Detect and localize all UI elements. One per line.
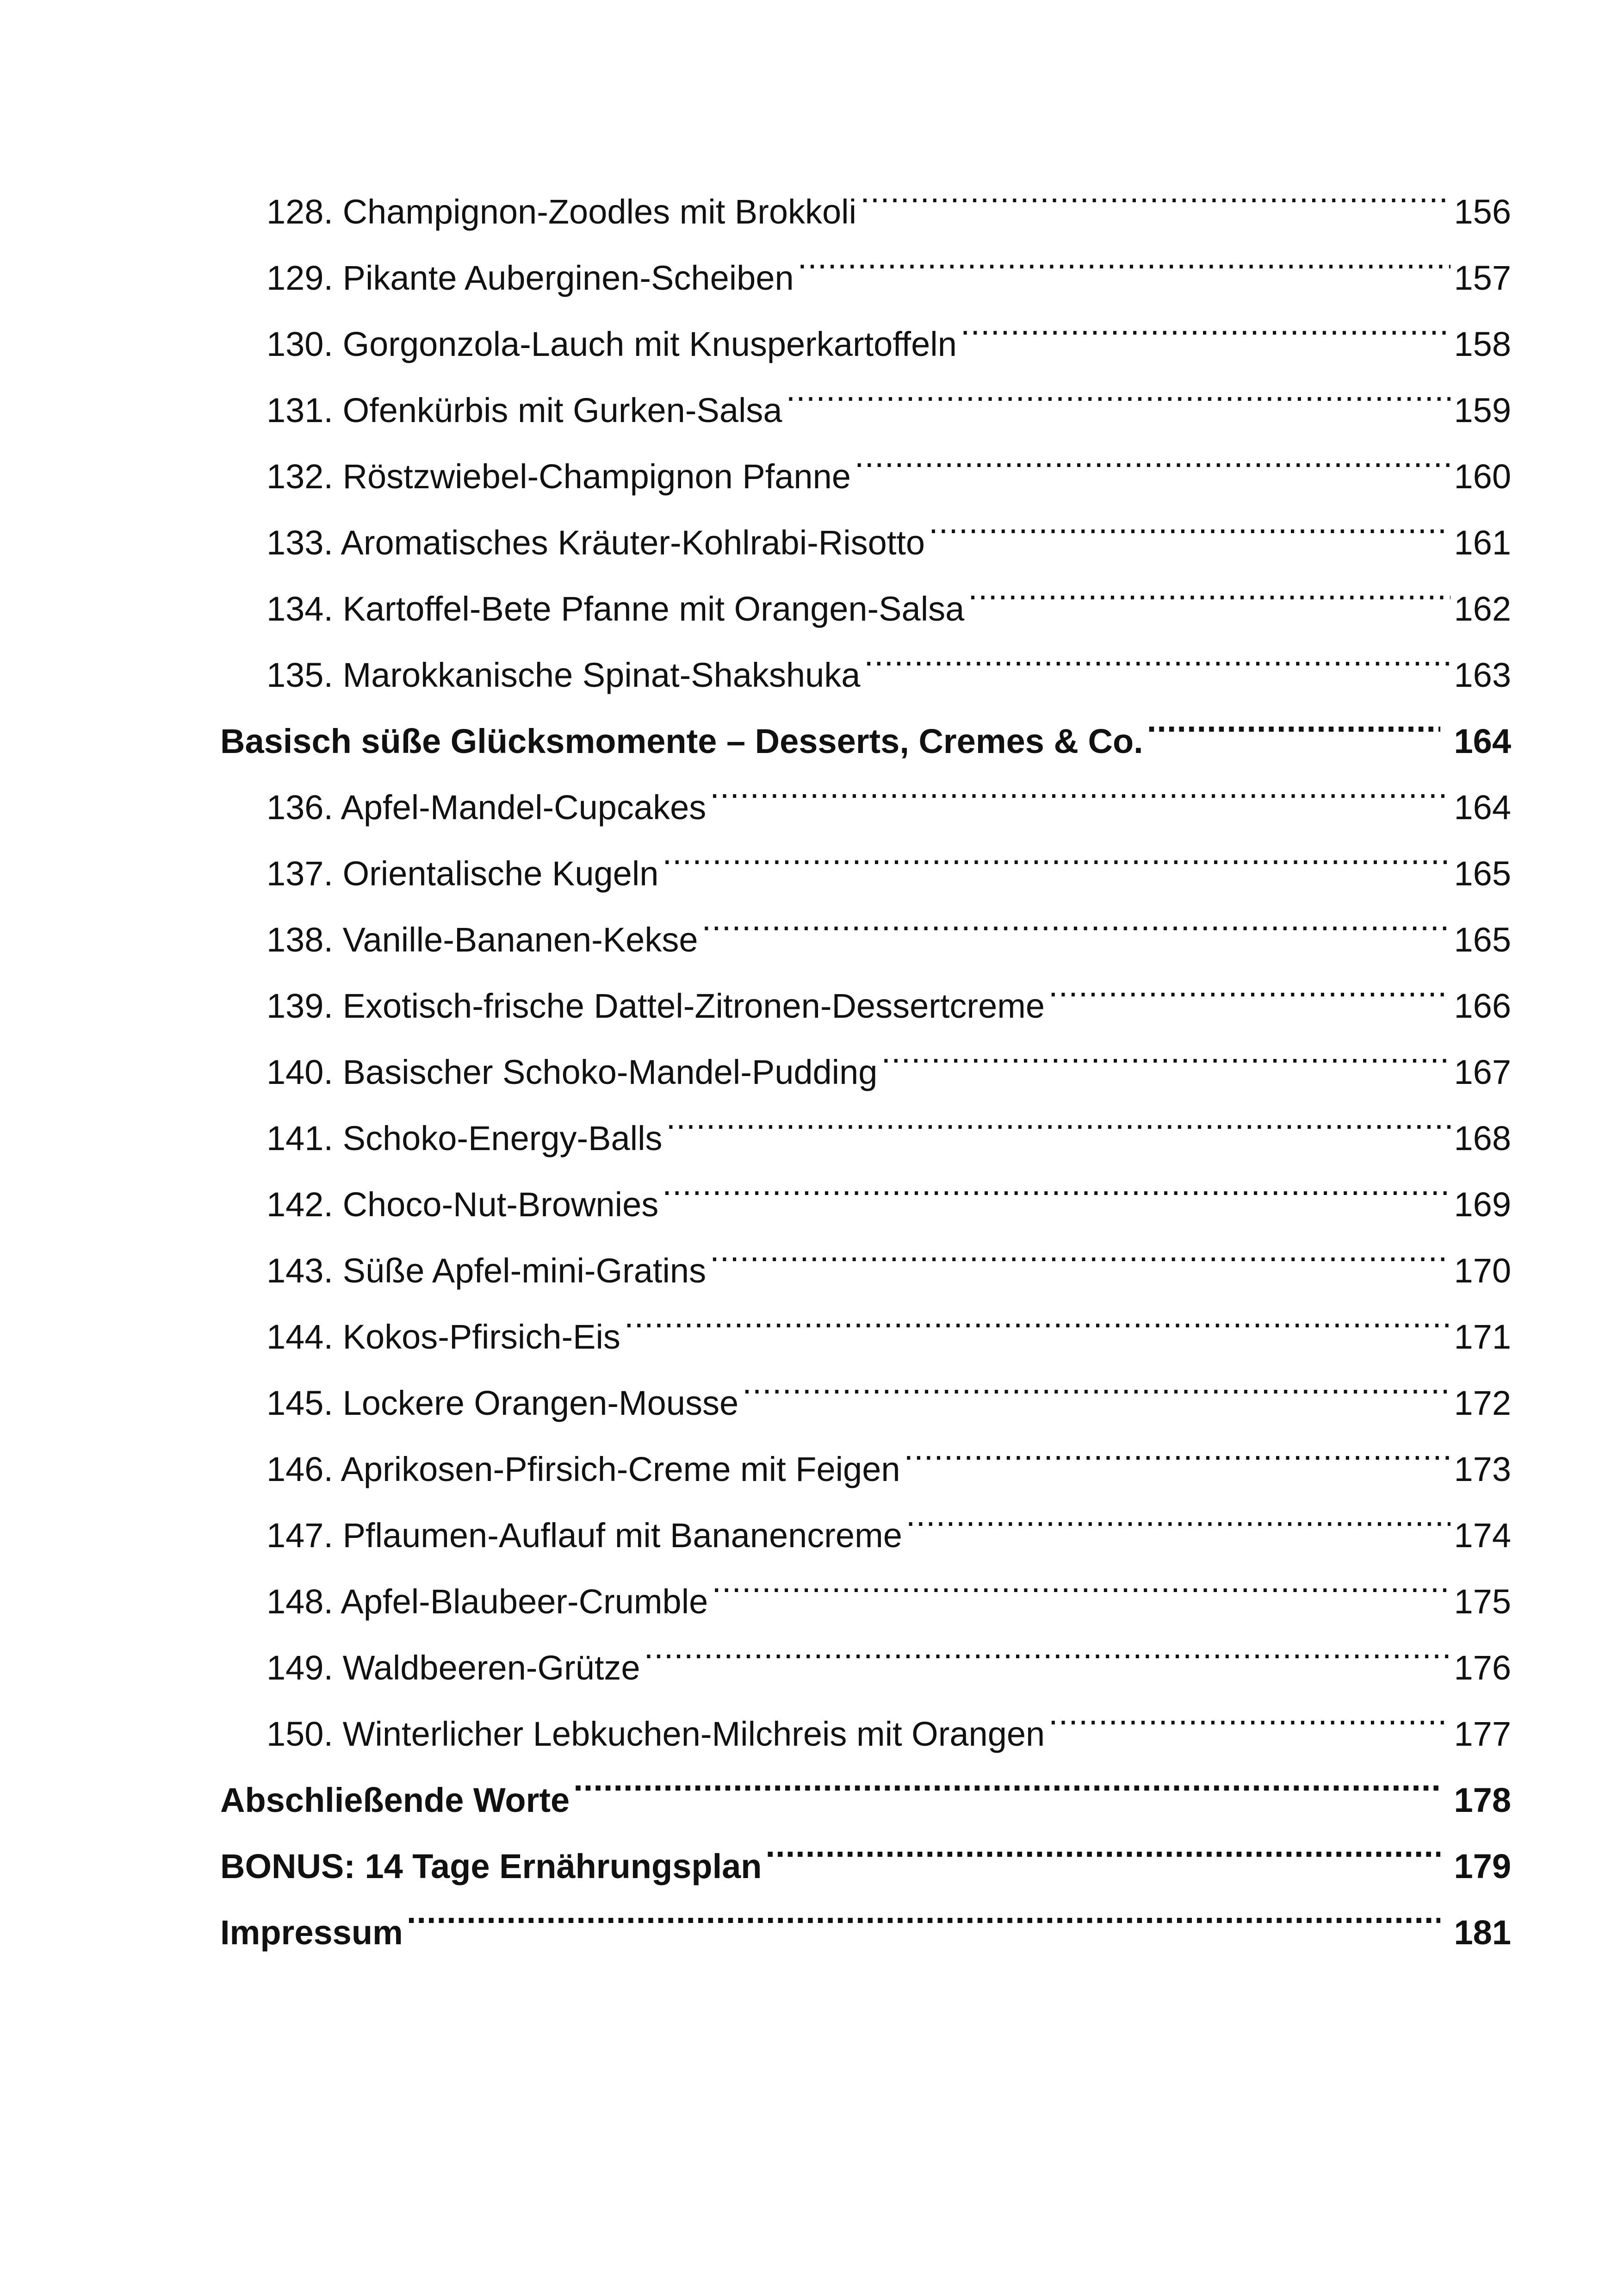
toc-entry-page-number: 176: [1454, 1649, 1511, 1687]
toc-dot-leader: [666, 1084, 1451, 1150]
toc-entry-page-number: 172: [1454, 1384, 1511, 1422]
toc-entry-title: 144. Kokos-Pfirsich-Eis: [267, 1318, 620, 1356]
toc-dot-leader: [929, 488, 1450, 554]
toc-entry-title: 128. Champignon-Zoodles mit Brokkoli: [267, 193, 857, 231]
toc-entry-title: 150. Winterlicher Lebkuchen-Milchreis mit Orangen: [267, 1715, 1045, 1753]
toc-entry-title: 133. Aromatisches Kräuter-Kohlrabi-Risotto: [267, 523, 925, 562]
toc-entry-title: 143. Süße Apfel-mini-Gratins: [267, 1251, 707, 1290]
toc-entry-page-number: 163: [1454, 656, 1511, 694]
toc-dot-leader: [798, 224, 1451, 290]
toc-entry-title: Abschließende Worte: [220, 1781, 570, 1819]
toc-entry-page-number: 165: [1454, 854, 1511, 893]
toc-entry-title: 130. Gorgonzola-Lauch mit Knusperkartoffeln: [267, 325, 957, 363]
toc-dot-leader: [407, 1878, 1440, 1944]
toc-dot-leader: [855, 422, 1451, 488]
toc-recipe-entry[interactable]: [220, 157, 1511, 231]
toc-dot-leader: [1147, 687, 1440, 753]
toc-entry-title: 142. Choco-Nut-Brownies: [267, 1185, 659, 1224]
toc-entry-page-number: 170: [1454, 1251, 1511, 1290]
toc-entry-title: 147. Pflaumen-Auflauf mit Bananencreme: [267, 1516, 902, 1555]
toc-entry-page-number: 173: [1454, 1450, 1511, 1488]
toc-dot-leader: [968, 554, 1450, 621]
toc-dot-leader: [662, 1150, 1450, 1216]
toc-entry-page-number: 169: [1454, 1185, 1511, 1224]
toc-entry-title: 146. Aprikosen-Pfirsich-Creme mit Feigen: [267, 1450, 900, 1488]
toc-dot-leader: [766, 1812, 1440, 1878]
toc-entry-page-number: 168: [1454, 1119, 1511, 1157]
toc-dot-leader: [881, 1018, 1450, 1084]
toc-entry-page-number: 158: [1454, 325, 1511, 363]
toc-dot-leader: [864, 621, 1450, 687]
toc-entry-title: 131. Ofenkürbis mit Gurken-Salsa: [267, 391, 782, 429]
toc-entry-page-number: 171: [1454, 1318, 1511, 1356]
toc-entry-title: 135. Marokkanische Spinat-Shakshuka: [267, 656, 861, 694]
toc-entry-title: 129. Pikante Auberginen-Scheiben: [267, 259, 794, 297]
toc-entry-page-number: 165: [1454, 921, 1511, 959]
toc-dot-leader: [624, 1282, 1451, 1349]
table-of-contents: [220, 157, 1511, 1952]
toc-entry-title: 134. Kartoffel-Bete Pfanne mit Orangen-Salsa: [267, 590, 965, 628]
toc-dot-leader: [742, 1349, 1450, 1415]
toc-dot-leader: [710, 1216, 1450, 1282]
toc-entry-title: 140. Basischer Schoko-Mandel-Pudding: [267, 1053, 878, 1091]
toc-entry-page-number: 179: [1454, 1847, 1511, 1885]
toc-entry-page-number: 159: [1454, 391, 1511, 429]
toc-entry-title: 149. Waldbeeren-Grütze: [267, 1649, 640, 1687]
toc-dot-leader: [904, 1415, 1451, 1481]
toc-entry-page-number: 175: [1454, 1582, 1511, 1621]
toc-entry-page-number: 181: [1454, 1913, 1511, 1952]
toc-entry-title: 132. Röstzwiebel-Champignon Pfanne: [267, 457, 851, 496]
toc-dot-leader: [710, 753, 1450, 819]
toc-dot-leader: [1048, 952, 1451, 1018]
toc-dot-leader: [860, 157, 1450, 224]
toc-entry-page-number: 174: [1454, 1516, 1511, 1555]
toc-entry-title: 148. Apfel-Blaubeer-Crumble: [267, 1582, 708, 1621]
toc-entry-title: 141. Schoko-Energy-Balls: [267, 1119, 663, 1157]
toc-entry-page-number: 157: [1454, 259, 1511, 297]
toc-dot-leader: [906, 1481, 1451, 1547]
toc-entry-title: BONUS: 14 Tage Ernährungsplan: [220, 1847, 762, 1885]
toc-dot-leader: [644, 1613, 1451, 1680]
toc-entry-page-number: 177: [1454, 1715, 1511, 1753]
toc-entry-page-number: 164: [1454, 722, 1511, 760]
toc-dot-leader: [712, 1547, 1450, 1613]
toc-entry-title: Impressum: [220, 1913, 403, 1952]
toc-entry-title: 139. Exotisch-frische Dattel-Zitronen-Dessertcreme: [267, 987, 1045, 1025]
toc-entry-page-number: 178: [1454, 1781, 1511, 1819]
toc-entry-page-number: 167: [1454, 1053, 1511, 1091]
toc-entry-title: Basisch süße Glücksmomente – Desserts, Cremes & Co.: [220, 722, 1143, 760]
toc-dot-leader: [961, 290, 1451, 356]
toc-entry-page-number: 166: [1454, 987, 1511, 1025]
toc-dot-leader: [701, 885, 1450, 952]
toc-entry-page-number: 161: [1454, 523, 1511, 562]
toc-chapter-entry[interactable]: [220, 1878, 1511, 1952]
toc-dot-leader: [786, 356, 1451, 422]
toc-entry-page-number: 160: [1454, 457, 1511, 496]
toc-entry-title: 137. Orientalische Kugeln: [267, 854, 659, 893]
toc-dot-leader: [662, 819, 1450, 885]
toc-entry-title: 138. Vanille-Bananen-Kekse: [267, 921, 698, 959]
toc-entry-page-number: 164: [1454, 788, 1511, 827]
toc-dot-leader: [573, 1746, 1440, 1812]
toc-entry-page-number: 156: [1454, 193, 1511, 231]
toc-entry-title: 145. Lockere Orangen-Mousse: [267, 1384, 739, 1422]
toc-entry-page-number: 162: [1454, 590, 1511, 628]
toc-entry-title: 136. Apfel-Mandel-Cupcakes: [267, 788, 707, 827]
toc-dot-leader: [1048, 1680, 1450, 1746]
